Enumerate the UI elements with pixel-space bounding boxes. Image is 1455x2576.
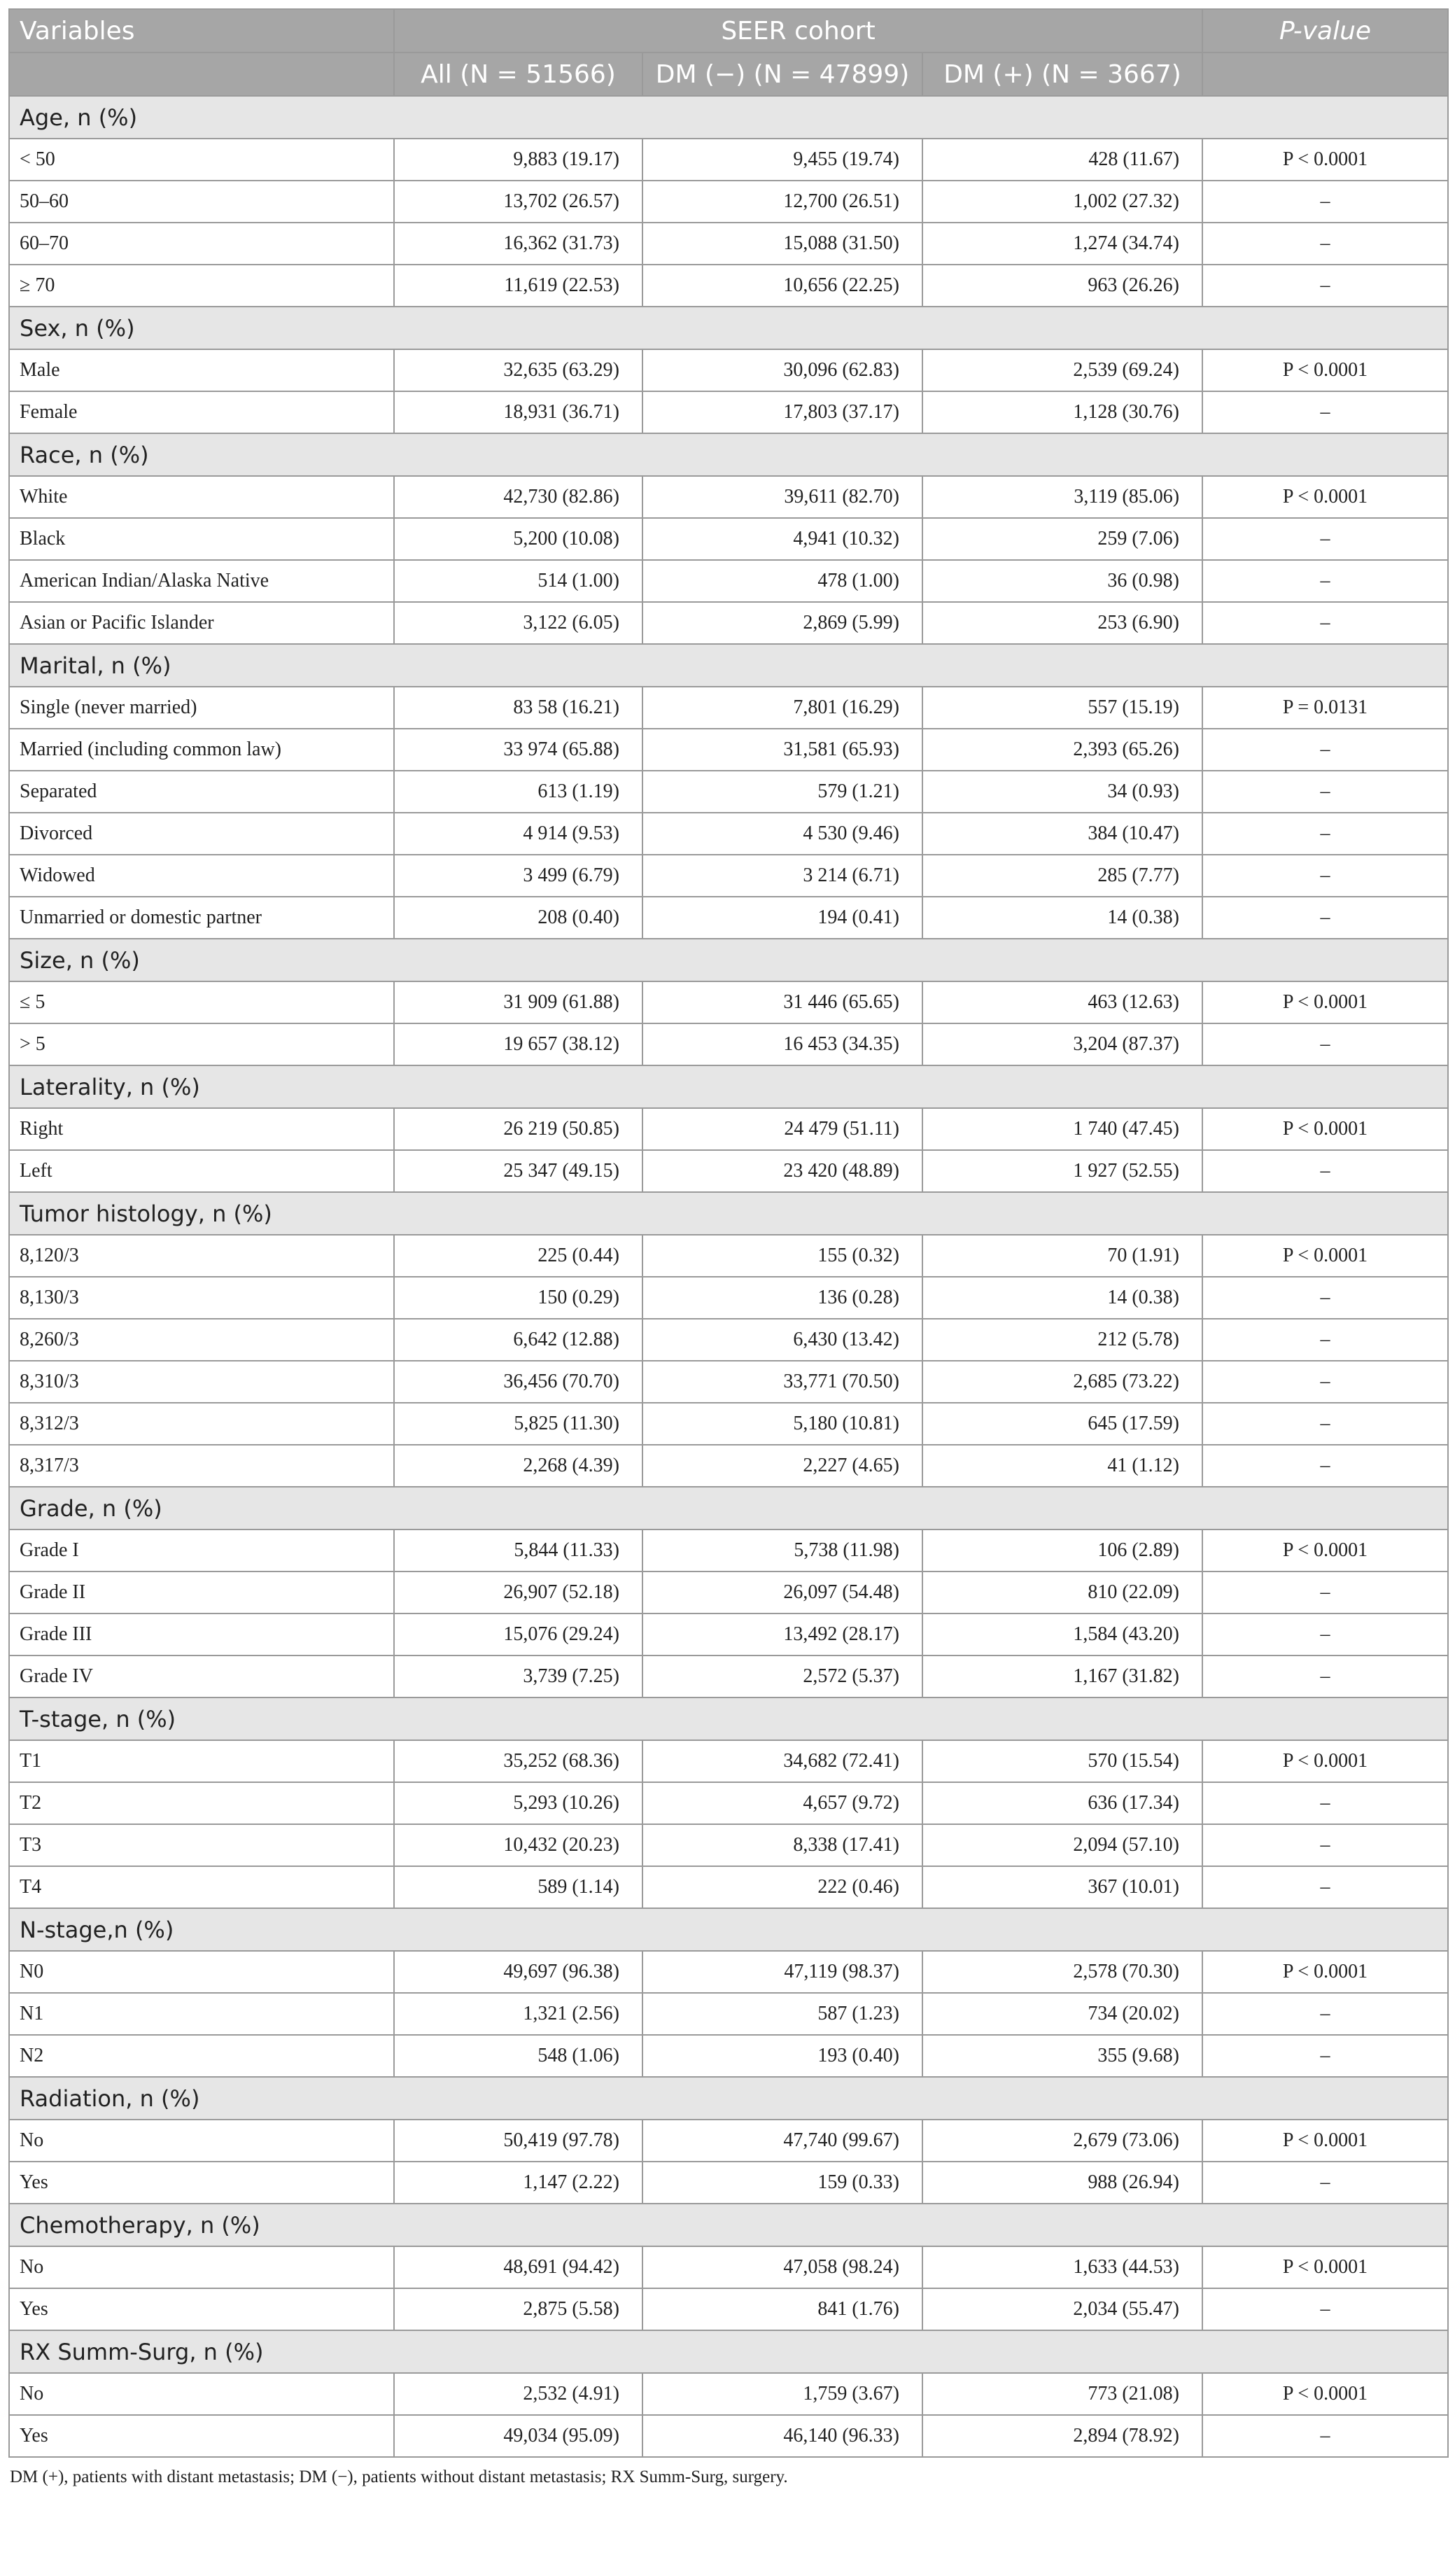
cell-p-value: P < 0.0001 xyxy=(1202,2246,1448,2288)
cell-dm-positive: 1,633 (44.53) xyxy=(922,2246,1202,2288)
header-all: All (N = 51566) xyxy=(394,52,642,96)
table-row xyxy=(9,1108,1448,1150)
cell-dm-positive: 285 (7.77) xyxy=(922,855,1202,897)
cell-dm-negative: 23 420 (48.89) xyxy=(642,1150,922,1192)
cell-p-value: – xyxy=(1202,2035,1448,2077)
cell-p-value: – xyxy=(1202,1277,1448,1319)
cell-p-value: P < 0.0001 xyxy=(1202,2373,1448,2415)
table-row xyxy=(9,2120,1448,2162)
cell-p-value: P < 0.0001 xyxy=(1202,2120,1448,2162)
row-label: Yes xyxy=(9,2415,394,2457)
cell-dm-negative: 17,803 (37.17) xyxy=(642,391,922,433)
table-row xyxy=(9,1319,1448,1361)
table-row xyxy=(9,1530,1448,1572)
cell-all: 2,875 (5.58) xyxy=(394,2288,642,2330)
cell-p-value: – xyxy=(1202,1150,1448,1192)
cell-p-value: – xyxy=(1202,855,1448,897)
cell-p-value: P < 0.0001 xyxy=(1202,1235,1448,1277)
cell-all: 3,122 (6.05) xyxy=(394,602,642,644)
table-row xyxy=(9,602,1448,644)
table-row xyxy=(9,1445,1448,1487)
cell-dm-positive: 773 (21.08) xyxy=(922,2373,1202,2415)
section-title: Radiation, n (%) xyxy=(9,2077,1448,2120)
cell-dm-negative: 194 (0.41) xyxy=(642,897,922,939)
table-row xyxy=(9,1740,1448,1782)
cell-p-value: – xyxy=(1202,2162,1448,2204)
cell-all: 4 914 (9.53) xyxy=(394,813,642,855)
cell-all: 1,147 (2.22) xyxy=(394,2162,642,2204)
row-label: Single (never married) xyxy=(9,687,394,729)
row-label: Left xyxy=(9,1150,394,1192)
cell-p-value: – xyxy=(1202,897,1448,939)
cell-all: 49,697 (96.38) xyxy=(394,1951,642,1993)
cell-dm-positive: 645 (17.59) xyxy=(922,1403,1202,1445)
table-row xyxy=(9,1866,1448,1908)
cell-dm-positive: 2,539 (69.24) xyxy=(922,349,1202,391)
cell-dm-positive: 557 (15.19) xyxy=(922,687,1202,729)
row-label: T3 xyxy=(9,1824,394,1866)
cell-dm-positive: 3,204 (87.37) xyxy=(922,1023,1202,1065)
cell-dm-negative: 222 (0.46) xyxy=(642,1866,922,1908)
cell-dm-positive: 1,274 (34.74) xyxy=(922,223,1202,265)
cell-dm-positive: 212 (5.78) xyxy=(922,1319,1202,1361)
table-container xyxy=(8,8,1447,2487)
header-pvalue: P-value xyxy=(1202,9,1448,52)
cell-dm-negative: 5,738 (11.98) xyxy=(642,1530,922,1572)
cell-all: 16,362 (31.73) xyxy=(394,223,642,265)
row-label: Grade II xyxy=(9,1572,394,1614)
table-row xyxy=(9,729,1448,771)
cell-all: 26,907 (52.18) xyxy=(394,1572,642,1614)
cell-dm-negative: 30,096 (62.83) xyxy=(642,349,922,391)
section-header-row xyxy=(9,644,1448,687)
row-label: 8,312/3 xyxy=(9,1403,394,1445)
section-header-row xyxy=(9,96,1448,139)
cell-all: 32,635 (63.29) xyxy=(394,349,642,391)
table-row xyxy=(9,1403,1448,1445)
table-row xyxy=(9,1656,1448,1698)
cell-p-value: – xyxy=(1202,771,1448,813)
table-row xyxy=(9,139,1448,181)
row-label: Female xyxy=(9,391,394,433)
cell-p-value: P < 0.0001 xyxy=(1202,349,1448,391)
header-blank xyxy=(9,52,394,96)
cell-p-value: – xyxy=(1202,1656,1448,1698)
cell-dm-negative: 4 530 (9.46) xyxy=(642,813,922,855)
cell-all: 1,321 (2.56) xyxy=(394,1993,642,2035)
table-row xyxy=(9,349,1448,391)
cell-all: 3 499 (6.79) xyxy=(394,855,642,897)
cell-dm-negative: 136 (0.28) xyxy=(642,1277,922,1319)
table-row xyxy=(9,223,1448,265)
cell-p-value: – xyxy=(1202,1993,1448,2035)
header-cohort: SEER cohort xyxy=(394,9,1202,52)
section-header-row xyxy=(9,1908,1448,1951)
table-row xyxy=(9,1951,1448,1993)
cell-dm-negative: 478 (1.00) xyxy=(642,560,922,602)
section-title: Grade, n (%) xyxy=(9,1487,1448,1530)
cell-dm-negative: 193 (0.40) xyxy=(642,2035,922,2077)
cell-p-value: – xyxy=(1202,181,1448,223)
cell-p-value: – xyxy=(1202,729,1448,771)
row-label: Grade IV xyxy=(9,1656,394,1698)
cell-p-value: – xyxy=(1202,1866,1448,1908)
row-label: Right xyxy=(9,1108,394,1150)
cell-p-value: – xyxy=(1202,560,1448,602)
cell-p-value: – xyxy=(1202,1319,1448,1361)
row-label: 50–60 xyxy=(9,181,394,223)
cell-p-value: – xyxy=(1202,1361,1448,1403)
table-row xyxy=(9,560,1448,602)
cell-dm-negative: 9,455 (19.74) xyxy=(642,139,922,181)
table-row xyxy=(9,2035,1448,2077)
row-label: 8,260/3 xyxy=(9,1319,394,1361)
cell-dm-negative: 4,941 (10.32) xyxy=(642,518,922,560)
cell-dm-negative: 8,338 (17.41) xyxy=(642,1824,922,1866)
cell-dm-negative: 1,759 (3.67) xyxy=(642,2373,922,2415)
cell-dm-positive: 2,578 (70.30) xyxy=(922,1951,1202,1993)
cell-dm-negative: 587 (1.23) xyxy=(642,1993,922,2035)
row-label: 60–70 xyxy=(9,223,394,265)
cell-all: 2,268 (4.39) xyxy=(394,1445,642,1487)
table-row xyxy=(9,1235,1448,1277)
cell-dm-positive: 463 (12.63) xyxy=(922,981,1202,1023)
cell-dm-positive: 3,119 (85.06) xyxy=(922,476,1202,518)
cell-dm-positive: 367 (10.01) xyxy=(922,1866,1202,1908)
row-label: No xyxy=(9,2246,394,2288)
row-label: Separated xyxy=(9,771,394,813)
cell-all: 9,883 (19.17) xyxy=(394,139,642,181)
cell-p-value: P < 0.0001 xyxy=(1202,1740,1448,1782)
row-label: American Indian/Alaska Native xyxy=(9,560,394,602)
table-row xyxy=(9,1150,1448,1192)
cell-all: 589 (1.14) xyxy=(394,1866,642,1908)
row-label: 8,317/3 xyxy=(9,1445,394,1487)
cell-all: 48,691 (94.42) xyxy=(394,2246,642,2288)
table-row xyxy=(9,855,1448,897)
cell-dm-negative: 5,180 (10.81) xyxy=(642,1403,922,1445)
row-label: Male xyxy=(9,349,394,391)
section-title: N-stage,n (%) xyxy=(9,1908,1448,1951)
cell-all: 25 347 (49.15) xyxy=(394,1150,642,1192)
cell-p-value: – xyxy=(1202,602,1448,644)
table-row xyxy=(9,2162,1448,2204)
row-label: Yes xyxy=(9,2162,394,2204)
row-label: N2 xyxy=(9,2035,394,2077)
seer-cohort-table xyxy=(8,8,1449,2458)
row-label: N1 xyxy=(9,1993,394,2035)
cell-dm-negative: 159 (0.33) xyxy=(642,2162,922,2204)
row-label: N0 xyxy=(9,1951,394,1993)
table-row xyxy=(9,476,1448,518)
cell-dm-negative: 46,140 (96.33) xyxy=(642,2415,922,2457)
cell-all: 2,532 (4.91) xyxy=(394,2373,642,2415)
row-label: < 50 xyxy=(9,139,394,181)
cell-dm-negative: 26,097 (54.48) xyxy=(642,1572,922,1614)
table-row xyxy=(9,771,1448,813)
cell-dm-negative: 47,058 (98.24) xyxy=(642,2246,922,2288)
cell-dm-positive: 2,679 (73.06) xyxy=(922,2120,1202,2162)
cell-dm-negative: 3 214 (6.71) xyxy=(642,855,922,897)
cell-dm-positive: 963 (26.26) xyxy=(922,265,1202,307)
cell-dm-positive: 2,894 (78.92) xyxy=(922,2415,1202,2457)
cell-dm-negative: 34,682 (72.41) xyxy=(642,1740,922,1782)
cell-dm-negative: 13,492 (28.17) xyxy=(642,1614,922,1656)
cell-dm-negative: 579 (1.21) xyxy=(642,771,922,813)
section-title: Tumor histology, n (%) xyxy=(9,1192,1448,1235)
cell-all: 18,931 (36.71) xyxy=(394,391,642,433)
cell-dm-positive: 428 (11.67) xyxy=(922,139,1202,181)
cell-dm-negative: 2,572 (5.37) xyxy=(642,1656,922,1698)
row-label: 8,130/3 xyxy=(9,1277,394,1319)
cell-dm-positive: 1,167 (31.82) xyxy=(922,1656,1202,1698)
header-dm-negative: DM (−) (N = 47899) xyxy=(642,52,922,96)
table-row xyxy=(9,2246,1448,2288)
row-label: Widowed xyxy=(9,855,394,897)
cell-dm-negative: 10,656 (22.25) xyxy=(642,265,922,307)
cell-p-value: P < 0.0001 xyxy=(1202,1530,1448,1572)
cell-p-value: – xyxy=(1202,813,1448,855)
cell-dm-positive: 1,002 (27.32) xyxy=(922,181,1202,223)
section-title: Race, n (%) xyxy=(9,433,1448,476)
cell-dm-negative: 6,430 (13.42) xyxy=(642,1319,922,1361)
cell-all: 33 974 (65.88) xyxy=(394,729,642,771)
row-label: Divorced xyxy=(9,813,394,855)
row-label: No xyxy=(9,2120,394,2162)
table-row xyxy=(9,518,1448,560)
table-row xyxy=(9,2415,1448,2457)
cell-dm-positive: 810 (22.09) xyxy=(922,1572,1202,1614)
table-row xyxy=(9,1782,1448,1824)
table-row xyxy=(9,1614,1448,1656)
section-title: RX Summ-Surg, n (%) xyxy=(9,2330,1448,2373)
cell-all: 208 (0.40) xyxy=(394,897,642,939)
row-label: Married (including common law) xyxy=(9,729,394,771)
cell-dm-negative: 33,771 (70.50) xyxy=(642,1361,922,1403)
section-title: Size, n (%) xyxy=(9,939,1448,981)
table-row xyxy=(9,1824,1448,1866)
cell-dm-positive: 2,685 (73.22) xyxy=(922,1361,1202,1403)
header-variables: Variables xyxy=(9,9,394,52)
cell-dm-negative: 2,227 (4.65) xyxy=(642,1445,922,1487)
table-row xyxy=(9,897,1448,939)
row-label: Black xyxy=(9,518,394,560)
cell-all: 36,456 (70.70) xyxy=(394,1361,642,1403)
row-label: No xyxy=(9,2373,394,2415)
cell-all: 5,293 (10.26) xyxy=(394,1782,642,1824)
cell-p-value: – xyxy=(1202,1614,1448,1656)
cell-all: 3,739 (7.25) xyxy=(394,1656,642,1698)
cell-dm-positive: 384 (10.47) xyxy=(922,813,1202,855)
cell-dm-positive: 2,393 (65.26) xyxy=(922,729,1202,771)
cell-p-value: P = 0.0131 xyxy=(1202,687,1448,729)
table-row xyxy=(9,265,1448,307)
cell-p-value: P < 0.0001 xyxy=(1202,981,1448,1023)
cell-all: 83 58 (16.21) xyxy=(394,687,642,729)
cell-p-value: P < 0.0001 xyxy=(1202,1951,1448,1993)
cell-all: 225 (0.44) xyxy=(394,1235,642,1277)
row-label: Unmarried or domestic partner xyxy=(9,897,394,939)
cell-p-value: – xyxy=(1202,1824,1448,1866)
cell-dm-positive: 2,034 (55.47) xyxy=(922,2288,1202,2330)
cell-dm-positive: 734 (20.02) xyxy=(922,1993,1202,2035)
section-title: Age, n (%) xyxy=(9,96,1448,139)
row-label: T1 xyxy=(9,1740,394,1782)
cell-dm-positive: 34 (0.93) xyxy=(922,771,1202,813)
table-row xyxy=(9,981,1448,1023)
cell-p-value: P < 0.0001 xyxy=(1202,1108,1448,1150)
cell-dm-positive: 1 740 (47.45) xyxy=(922,1108,1202,1150)
table-row xyxy=(9,813,1448,855)
cell-all: 548 (1.06) xyxy=(394,2035,642,2077)
section-header-row xyxy=(9,1065,1448,1108)
cell-dm-negative: 47,740 (99.67) xyxy=(642,2120,922,2162)
cell-p-value: – xyxy=(1202,2288,1448,2330)
cell-p-value: – xyxy=(1202,518,1448,560)
cell-dm-positive: 988 (26.94) xyxy=(922,2162,1202,2204)
cell-dm-positive: 14 (0.38) xyxy=(922,897,1202,939)
cell-all: 11,619 (22.53) xyxy=(394,265,642,307)
table-row xyxy=(9,687,1448,729)
table-row xyxy=(9,1023,1448,1065)
cell-dm-negative: 15,088 (31.50) xyxy=(642,223,922,265)
section-header-row xyxy=(9,1698,1448,1740)
table-row xyxy=(9,2288,1448,2330)
cell-dm-positive: 636 (17.34) xyxy=(922,1782,1202,1824)
cell-p-value: – xyxy=(1202,2415,1448,2457)
cell-p-value: P < 0.0001 xyxy=(1202,476,1448,518)
section-header-row xyxy=(9,1192,1448,1235)
cell-dm-positive: 14 (0.38) xyxy=(922,1277,1202,1319)
cell-dm-positive: 570 (15.54) xyxy=(922,1740,1202,1782)
row-label: White xyxy=(9,476,394,518)
cell-all: 31 909 (61.88) xyxy=(394,981,642,1023)
table-row xyxy=(9,1361,1448,1403)
cell-all: 6,642 (12.88) xyxy=(394,1319,642,1361)
cell-dm-positive: 2,094 (57.10) xyxy=(922,1824,1202,1866)
cell-p-value: P < 0.0001 xyxy=(1202,139,1448,181)
cell-p-value: – xyxy=(1202,1445,1448,1487)
section-title: Laterality, n (%) xyxy=(9,1065,1448,1108)
cell-p-value: – xyxy=(1202,1572,1448,1614)
cell-all: 19 657 (38.12) xyxy=(394,1023,642,1065)
cell-all: 5,844 (11.33) xyxy=(394,1530,642,1572)
cell-dm-negative: 2,869 (5.99) xyxy=(642,602,922,644)
cell-all: 42,730 (82.86) xyxy=(394,476,642,518)
table-row xyxy=(9,1277,1448,1319)
table-row xyxy=(9,1993,1448,2035)
table-row xyxy=(9,181,1448,223)
cell-all: 5,825 (11.30) xyxy=(394,1403,642,1445)
section-title: T-stage, n (%) xyxy=(9,1698,1448,1740)
cell-all: 26 219 (50.85) xyxy=(394,1108,642,1150)
cell-dm-positive: 41 (1.12) xyxy=(922,1445,1202,1487)
section-title: Sex, n (%) xyxy=(9,307,1448,349)
cell-all: 613 (1.19) xyxy=(394,771,642,813)
cell-dm-positive: 259 (7.06) xyxy=(922,518,1202,560)
cell-dm-positive: 1 927 (52.55) xyxy=(922,1150,1202,1192)
cell-p-value: – xyxy=(1202,391,1448,433)
row-label: ≥ 70 xyxy=(9,265,394,307)
cell-dm-positive: 106 (2.89) xyxy=(922,1530,1202,1572)
cell-all: 150 (0.29) xyxy=(394,1277,642,1319)
section-header-row xyxy=(9,2077,1448,2120)
row-label: T4 xyxy=(9,1866,394,1908)
cell-all: 514 (1.00) xyxy=(394,560,642,602)
cell-all: 10,432 (20.23) xyxy=(394,1824,642,1866)
section-header-row xyxy=(9,433,1448,476)
cell-p-value: – xyxy=(1202,1782,1448,1824)
row-label: Yes xyxy=(9,2288,394,2330)
row-label: ≤ 5 xyxy=(9,981,394,1023)
row-label: > 5 xyxy=(9,1023,394,1065)
section-header-row xyxy=(9,939,1448,981)
row-label: Grade III xyxy=(9,1614,394,1656)
cell-all: 35,252 (68.36) xyxy=(394,1740,642,1782)
cell-all: 50,419 (97.78) xyxy=(394,2120,642,2162)
row-label: 8,310/3 xyxy=(9,1361,394,1403)
cell-dm-negative: 16 453 (34.35) xyxy=(642,1023,922,1065)
cell-p-value: – xyxy=(1202,1023,1448,1065)
header-row-1 xyxy=(9,9,1448,52)
cell-dm-positive: 70 (1.91) xyxy=(922,1235,1202,1277)
table-row xyxy=(9,2373,1448,2415)
section-header-row xyxy=(9,2330,1448,2373)
table-row xyxy=(9,1572,1448,1614)
cell-all: 49,034 (95.09) xyxy=(394,2415,642,2457)
cell-all: 15,076 (29.24) xyxy=(394,1614,642,1656)
section-title: Marital, n (%) xyxy=(9,644,1448,687)
cell-p-value: – xyxy=(1202,265,1448,307)
cell-all: 5,200 (10.08) xyxy=(394,518,642,560)
section-header-row xyxy=(9,1487,1448,1530)
header-blank xyxy=(1202,52,1448,96)
cell-dm-positive: 253 (6.90) xyxy=(922,602,1202,644)
section-header-row xyxy=(9,307,1448,349)
cell-dm-negative: 155 (0.32) xyxy=(642,1235,922,1277)
cell-dm-positive: 1,128 (30.76) xyxy=(922,391,1202,433)
header-dm-positive: DM (+) (N = 3667) xyxy=(922,52,1202,96)
cell-p-value: – xyxy=(1202,1403,1448,1445)
table-footnote: DM (+), patients with distant metastasis; DM (−), patients without distant metastasis; RX Summ-Surg, surgery. xyxy=(10,2468,788,2486)
cell-dm-negative: 7,801 (16.29) xyxy=(642,687,922,729)
cell-dm-negative: 4,657 (9.72) xyxy=(642,1782,922,1824)
cell-dm-positive: 355 (9.68) xyxy=(922,2035,1202,2077)
row-label: T2 xyxy=(9,1782,394,1824)
cell-dm-negative: 12,700 (26.51) xyxy=(642,181,922,223)
cell-all: 13,702 (26.57) xyxy=(394,181,642,223)
row-label: Asian or Pacific Islander xyxy=(9,602,394,644)
cell-dm-negative: 31 446 (65.65) xyxy=(642,981,922,1023)
header-row-2 xyxy=(9,52,1448,96)
cell-dm-negative: 31,581 (65.93) xyxy=(642,729,922,771)
table-body xyxy=(9,96,1448,2457)
cell-dm-positive: 1,584 (43.20) xyxy=(922,1614,1202,1656)
section-title: Chemotherapy, n (%) xyxy=(9,2204,1448,2246)
section-header-row xyxy=(9,2204,1448,2246)
row-label: 8,120/3 xyxy=(9,1235,394,1277)
cell-dm-negative: 24 479 (51.11) xyxy=(642,1108,922,1150)
table-row xyxy=(9,391,1448,433)
row-label: Grade I xyxy=(9,1530,394,1572)
cell-dm-negative: 39,611 (82.70) xyxy=(642,476,922,518)
cell-dm-positive: 36 (0.98) xyxy=(922,560,1202,602)
cell-dm-negative: 47,119 (98.37) xyxy=(642,1951,922,1993)
cell-dm-negative: 841 (1.76) xyxy=(642,2288,922,2330)
cell-p-value: – xyxy=(1202,223,1448,265)
